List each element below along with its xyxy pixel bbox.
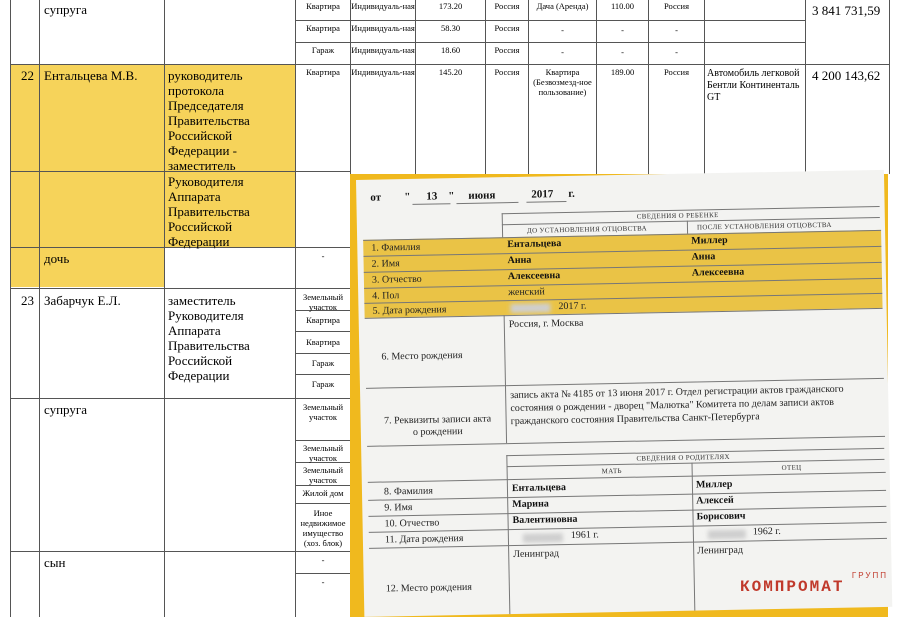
father-header: ОТЕЦ [781, 463, 802, 472]
father-birthdate: 1962 г. [752, 525, 781, 538]
parent-name-label: 9. Имя [384, 501, 413, 514]
official-position-22-cont: Руководителя Аппарата Правительства Российской Федерации [168, 174, 250, 249]
after-paternity-header: ПОСЛЕ УСТАНОВЛЕНИЯ ОТЦОВСТВА [696, 220, 832, 232]
use-area: - [621, 47, 624, 57]
before-paternity-header: ДО УСТАНОВЛЕНИЯ ОТЦОВСТВА [526, 224, 648, 235]
use-area: 110.00 [610, 1, 635, 11]
use-type: - [561, 47, 564, 57]
prop-own: Индивидуаль-ная [351, 23, 415, 33]
prop-type: Гараж [311, 358, 335, 368]
cert-date-year: 2017 [531, 188, 554, 201]
use-area: - [621, 25, 624, 35]
child-info-header: СВЕДЕНИЯ О РЕБЕНКЕ [636, 211, 719, 221]
prop-type: Иное недвижимое имущество (хоз. блок) [300, 508, 346, 548]
use-type: Квартира (Безвозмезд-ное пользование) [533, 67, 592, 97]
birth-certificate-scan: от " 13 " июня 2017 г. СВЕДЕНИЯ О РЕБЕНКЕ ДО УСТАНОВЛЕНИЯ ОТЦОВСТВА ПОСЛЕ УСТАНОВЛЕНИЯ ОТЦОВСТВА 1. Фамилия Ентальцева Миллер 2. Имя Анна Анна 3. Отчество Алексеевна Алексеевна 4. Пол женский 5. Дата рождения 2017 г. Россия, г. Москва 6. Место рождения запись акта № 4185 от 13 июня 2017 г. Отдел регистрации актов гражданского состояния о рождении - дворец "Малютка" Комитета по делам записи актов гражданского состояния Правительства Санкт-Петербурга 7. Реквизиты записи акта о рождении СВЕДЕНИЯ О РОДИТЕЛЯХ МАТЬ ОТЕЦ 8. Фамилия Ентальцева Миллер 9. Имя Марина Алексей 10. Отчество Валентиновна Борисович 11. Дата рождения 1961 г. 1962 г. Ленинград Ленинград 12. Место рождения [350, 174, 888, 617]
prop-type: Земельный участок [302, 443, 344, 463]
cert-date-day: 13 [426, 190, 438, 203]
birthplace-label: 6. Место рождения [381, 349, 463, 363]
prop-type: Земельный участок [302, 292, 344, 312]
father-patronymic: Борисович [696, 510, 746, 523]
prop-type: Земельный участок [302, 402, 344, 422]
watermark-small-text: ГРУПП [851, 571, 888, 580]
prop-own: Индивидуаль-ная [351, 1, 415, 11]
prop-own: Индивидуаль-ная [351, 45, 415, 55]
income-22: 4 200 143,62 [812, 68, 881, 83]
cert-date-prefix: от [370, 191, 382, 204]
father-surname-label: 8. Фамилия [383, 485, 434, 498]
dash: - [321, 555, 325, 565]
prop-type: Квартира [306, 23, 340, 33]
mother-patronymic: Валентиновна [512, 513, 578, 527]
father-birthdate-redaction [708, 530, 746, 540]
field-sex-label: 4. Пол [372, 290, 400, 302]
use-area: 189.00 [610, 67, 635, 77]
use-country: - [675, 25, 678, 35]
use-type: Дача (Аренда) [536, 1, 589, 11]
prop-type: Гараж [311, 45, 335, 55]
mother-name: Марина [512, 498, 549, 511]
use-country: Россия [664, 67, 689, 77]
official-name-zabarchuk: Забарчук Е.Л. [44, 293, 121, 308]
vehicle: Автомобиль легковой Бентли Континенталь GT [707, 68, 800, 103]
use-country: - [675, 47, 678, 57]
dash: - [321, 251, 325, 261]
official-name-entaltseva: Ентальцева М.В. [44, 68, 138, 83]
prop-type: Земельный участок [302, 465, 344, 485]
use-country: Россия [664, 1, 689, 11]
prop-country: Россия [494, 45, 520, 55]
father-birthplace: Ленинград [697, 544, 744, 557]
father-name: Алексей [696, 494, 734, 507]
prop-type: Квартира [306, 67, 340, 77]
prop-type: Гараж [311, 379, 335, 389]
field-name-after: Анна [691, 251, 716, 263]
mother-birthdate-redaction [523, 533, 563, 543]
field-surname-before: Ентальцева [507, 238, 562, 251]
relation-spouse-2: супруга [44, 402, 87, 417]
parent-birthdate-label: 11. Дата рождения [384, 533, 464, 546]
cert-date-suffix: г. [568, 187, 575, 200]
field-patronymic-after: Алексеевна [691, 266, 745, 279]
prop-area: 145.20 [438, 67, 463, 77]
relation-son: сын [44, 555, 66, 570]
field-sex-value: женский [508, 286, 545, 299]
field-patronymic-before: Алексеевна [507, 270, 561, 283]
official-position-22: руководитель протокола Председателя Правительства Российской Федерации - заместитель [168, 68, 250, 173]
prop-type: Квартира [306, 1, 340, 11]
birthdate-redaction [510, 303, 550, 313]
mother-birthplace: Ленинград [513, 548, 560, 561]
row-number-23: 23 [21, 293, 34, 308]
prop-type: Квартира [306, 337, 340, 347]
mother-birthdate: 1961 г. [570, 529, 599, 541]
prop-area: 58.30 [440, 23, 461, 33]
field-birthdate-value: 2017 г. [558, 300, 587, 313]
official-position-23: заместитель Руководителя Аппарата Правительства Российской Федерации [168, 293, 250, 383]
prop-country: Россия [494, 23, 520, 33]
father-surname: Миллер [695, 478, 733, 491]
mother-header: МАТЬ [601, 466, 622, 476]
mother-surname: Ентальцева [511, 482, 567, 495]
watermark-big-text: КОМПРОМАТ [740, 578, 845, 596]
prop-type: Жилой дом [302, 488, 344, 498]
prop-country: Россия [494, 1, 520, 11]
parent-birthplace-label: 12. Место рождения [385, 581, 473, 595]
prop-area: 18.60 [440, 45, 461, 55]
birth-record-details: запись акта № 4185 от 13 июня 2017 г. Отдел регистрации актов гражданского состояния о рождении - дворец "Малютка" Комитета по делам записи актов гражданского состояния Правительства Санкт-Петербурга [510, 383, 844, 428]
kompromat-watermark [740, 571, 890, 601]
daughter-highlight [10, 247, 164, 287]
dash: - [321, 577, 325, 587]
use-type: - [561, 25, 564, 35]
prop-own: Индивидуаль-ная [351, 67, 415, 77]
relation-daughter: дочь [44, 251, 70, 266]
field-birthdate-label: 5. Дата рождения [372, 304, 447, 317]
field-patronymic-label: 3. Отчество [371, 273, 422, 286]
prop-country: Россия [494, 67, 520, 77]
income-spouse-1: 3 841 731,59 [812, 3, 881, 18]
relation-spouse-1: супруга [44, 2, 87, 17]
birth-record-label: 7. Реквизиты записи акта о рождении [383, 413, 492, 438]
prop-type: Квартира [306, 315, 340, 325]
field-surname-after: Миллер [691, 234, 728, 247]
field-name-before: Анна [507, 254, 532, 267]
parents-info-header: СВЕДЕНИЯ О РОДИТЕЛЯХ [636, 452, 730, 463]
birthplace-value: Россия, г. Москва [508, 317, 584, 331]
field-name-label: 2. Имя [371, 258, 400, 270]
cert-date-month: июня [468, 189, 496, 202]
prop-area: 173.20 [438, 1, 463, 11]
parent-patronymic-label: 10. Отчество [384, 517, 440, 530]
row-number-22: 22 [21, 68, 34, 83]
field-surname-label: 1. Фамилия [371, 241, 421, 254]
